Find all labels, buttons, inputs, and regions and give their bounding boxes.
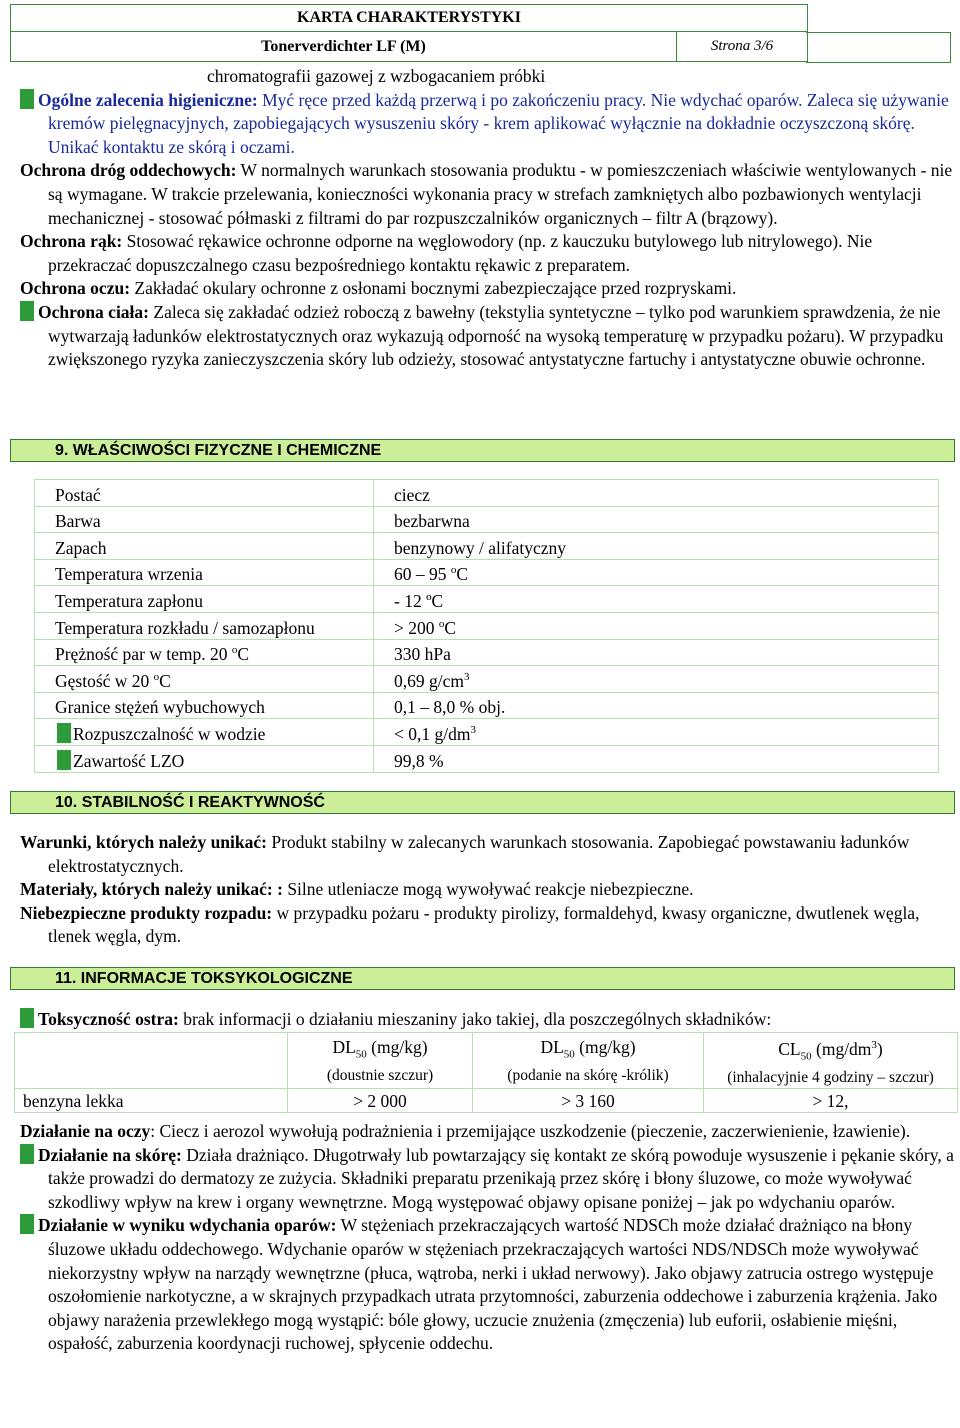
change-marker (57, 723, 71, 743)
table-row: Rozpuszczalność w wodzie < 0,1 $g/dm^3$ (35, 719, 939, 746)
change-marker (20, 89, 34, 109)
table-row: Prężność par w temp. 20 $^o$C 330 hPa (35, 639, 939, 666)
paragraph-respiratory: Ochrona dróg oddechowych: W normalnych warunkach stosowania produktu - w pomieszczeniach właściwie wentylowanych - nie są wymagane. W trakcie przelewania, konieczności wykonania pracy w strefach zamkniętych albo pozbawionych wentylacji mechanicznej - stosować półmaski z filtrami do par rozpuszczalników organicznych – filtr A (brązowy). (20, 160, 953, 228)
paragraph-hands: Ochrona rąk: Stosować rękawice ochronne odporne na węglowodory (np. z kauczuku butylowego lub nitrylowego). Nie przekraczać dopuszczalnego czasu bezpośredniego kontaktu rękawic z preparatem. (20, 231, 873, 275)
section-10-heading: 10. STABILNOŚĆ I REAKTYWNOŚĆ (10, 791, 955, 814)
toxicity-table (14, 1032, 958, 1113)
paragraph-hygiene: Ogólne zalecenia higieniczne: Myć ręce przed każdą przerwą i po zakończeniu pracy. Nie wdychać oparów. Zaleca się używanie kremów pielęgnacyjnych, zapobiegających wysuszeniu skóry - krem aplikować wyłącznie na dokładnie oczyszczoną skórę. Unikać kontaktu ze skórą i oczami. (20, 89, 955, 160)
table-row: Temperatura rozkładu / samozapłonu > 200 $^o$C (35, 612, 939, 639)
document-title: KARTA CHARAKTERYSTYKI (11, 5, 807, 32)
section-8-text (20, 65, 955, 372)
section-11-heading: 11. INFORMACJE TOKSYKOLOGICZNE (10, 967, 955, 990)
page-number: Strona 3/6 (710, 38, 774, 54)
paragraph-eyes: Ochrona oczu: Zakładać okulary ochronne z osłonami bocznymi zabezpieczające przed rozpryskami. (20, 278, 737, 299)
table-row: Postać ciecz (35, 480, 939, 507)
table-row: Temperatura zapłonu - 12 ºC (35, 586, 939, 613)
table-row: Barwa bezbarwna (35, 506, 939, 533)
paragraph-body: Ochrona ciała: Zaleca się zakładać odzież roboczą z bawełny (tekstylia syntetyczne – tylko pod warunkiem sprawdzenia, że nie wytwarzają ładunków elektrostatycznych oraz wykazują odporność na wysoką temperaturę w przypadku pożaru). W przypadku zwiększonego ryzyka zanieczyszczenia skóry lub odzieży, stosować antystatyczne fartuchy i antystatyczne obuwie ochronne. (20, 301, 955, 372)
paragraph-acute-toxicity: Toksyczność ostra: brak informacji o działaniu mieszaniny jako takiej, dla poszczególnych składników: (20, 1008, 955, 1032)
table-row: Zawartość LZO 99,8 % (35, 745, 939, 772)
change-marker (20, 1144, 34, 1164)
acute-toxicity-text (20, 1008, 955, 1032)
paragraph-conditions: Warunki, których należy unikać: Produkt stabilny w zalecanych warunkach stosowania. Zapobiegać powstawaniu ładunków elektrostatycznych. (20, 832, 910, 876)
table-row: Granice stężeń wybuchowych 0,1 – 8,0 % obj. (35, 692, 939, 719)
paragraph-decomposition: Niebezpieczne produkty rozpadu: w przypadku pożaru - produkty pirolizy, formaldehyd, kwasy organiczne, dwutlenek węgla, tlenek węgla, dym. (20, 902, 920, 947)
properties-table (34, 479, 939, 773)
change-marker (20, 301, 34, 321)
change-marker (20, 1008, 34, 1028)
change-marker (20, 1214, 34, 1234)
table-row: Temperatura wrzenia 60 – 95 $^o$C (35, 559, 939, 586)
paragraph-inhalation-effects: Działanie w wyniku wdychania oparów: W stężeniach przekraczających wartość NDSCh może działać drażniąco na błony śluzowe układu oddechowego. Wdychanie oparów w stężeniach przekraczających wartości NDS/NDSCh może wywoływać niekorzystny wpływ na narządy wewnętrzne (płuca, wątroba, nerki i układ nerwowy). Jako objawy zatrucia ostrego występuje oszołomienie narkotyczne, a w skrajnych przypadkach utrata przytomności, zaburzenia oddechowe i zaburzenia krążenia. Jako objawy narażenia przewlekłego mogą wystąpić: bóle głowy, uczucie znużenia (zmęczenia) lub euforii, osłabienie mięśni, ospałość, zaburzenia koordynacji ruchowej, spłycenie oddechu. (20, 1214, 955, 1356)
table-header-row: $DL_{50}$ (mg/kg) (doustnie szczur) $DL_{50}$ (mg/kg) (podanie na skórę -królik) $CL_{50}$ $(mg/dm^3)$ (inhalacyjnie 4 godziny – szczur) (15, 1033, 958, 1089)
section-9-heading: 9. WŁAŚCIWOŚCI FIZYCZNE I CHEMICZNE (10, 439, 955, 462)
paragraph-eye-effects: Działanie na oczy: Ciecz i aerozol wywołują podrażnienia i przemijające uszkodzenie (pieczenie, zaczerwienienie, łzawienie). (20, 1121, 911, 1141)
table-row: benzyna lekka > 2 000 > 3 160 > 12, (15, 1089, 958, 1113)
paragraph-materials: Materiały, których należy unikać: : Silne utleniacze mogą wywoływać reakcje niebezpieczne. (20, 879, 694, 900)
header-empty-cell (806, 32, 951, 63)
document-header (10, 4, 808, 62)
change-marker (57, 750, 71, 770)
section-10-text (20, 831, 955, 949)
section-11-text (20, 1120, 955, 1356)
paragraph-skin-effects: Działanie na skórę: Działa drażniąco. Długotrwały lub powtarzający się kontakt ze skórą powoduje wysuszenie i pękanie skóry, a także prowadzi do dermatozy ze zużycia. Składniki preparatu przenikają przez skórę i błony śluzowe, co może wywoływać szkodliwy wpływ na krew i organy wewnętrzne. Mogą występować objawy opisane poniżej – jak po wdychaniu oparów. (20, 1144, 955, 1215)
product-name: Tonerverdichter LF (M) (11, 32, 677, 61)
table-row: Zapach benzynowy / alifatyczny (35, 533, 939, 560)
table-row: Gęstość w 20 $^o$C 0,69 $g/cm^3$ (35, 666, 939, 693)
paragraph-chromatography: chromatografii gazowej z wzbogacaniem próbki (207, 66, 546, 86)
